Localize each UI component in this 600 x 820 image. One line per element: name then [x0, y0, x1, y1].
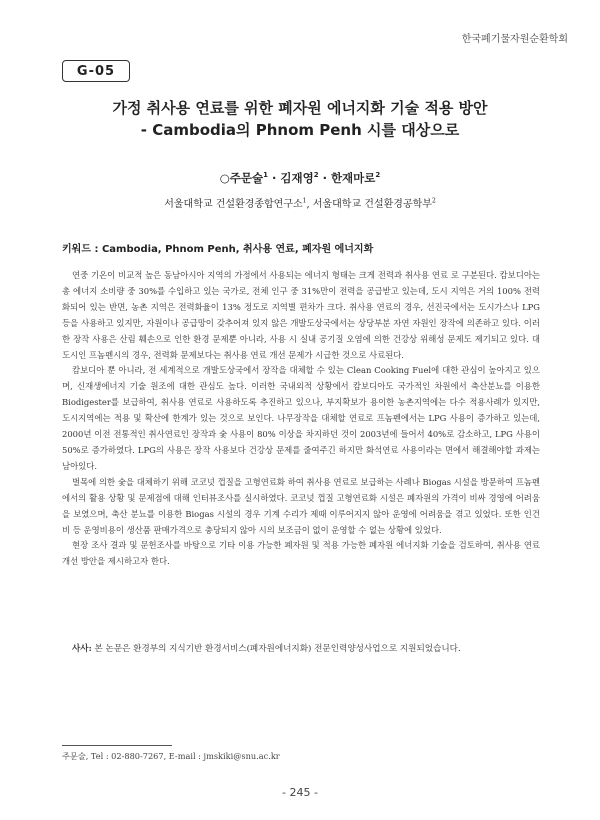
- paper-subtitle: - Cambodia의 Phnom Penh 시를 대상으로: [140, 121, 460, 139]
- affiliation-name: 서울대학교 건설환경공학부: [312, 199, 432, 210]
- keywords: 키워드 : Cambodia, Phnom Penh, 취사용 연료, 폐자원 에너지화: [62, 244, 374, 255]
- affiliation-list: [0, 195, 600, 210]
- acknowledgement-label: 사사:: [72, 644, 92, 654]
- paragraph: 현장 조사 결과 및 문헌조사를 바탕으로 기타 이용 가능한 폐자원 및 적용 가능한 폐자원 에너지화 기술을 검토하여, 취사용 연료 개선 방안을 제시하고자 한다.: [62, 540, 540, 567]
- acknowledgement-text: 본 논문은 환경부의 지식기반 환경서비스(폐자원에너지화) 전문인력양성사업으로 지원되었습니다.: [91, 644, 461, 654]
- paragraph: 캄보디아 뿐 아니라, 전 세계적으로 개발도상국에서 장작을 대체할 수 있는 Clean Cooking Fuel에 대한 관심이 높아지고 있으며, 신재생에너지 기술 원조에 대한 관심도 높다. 이러한 국내외적 상황에서 캄보디아도 국가적인 차원에서 축산분뇨를 이용한 Biodigester를 보급하여, 취사용 연료로 사용하도록 추진하고 있으나, 부지확보가 용이한 농촌지역에는 다수 적용사례가 있지만, 도시지역에는 적용 및 확산에 한계가 있는 것으로 보인다. 나무장작을 대체할 연료로 프놈펜에서는 LPG 사용이 증가하고 있는데, 2000년 이전 전통적인 취사연료인 장작과 숯 사용이 80% 이상을 차지하던 것이 2003년에 들어서 40%로 감소하고, LPG 사용이 50%로 증가하였다. LPG의 사용은 장작 사용보다 건강상 문제를 줄여주긴 하지만 화석연료 사용이라는 면에서 해결해야할 과제는 남아있다.: [62, 365, 540, 471]
- presenter-mark: ○: [219, 171, 230, 185]
- author-name: 한재마로: [330, 171, 376, 185]
- paragraph: 벌목에 의한 숯을 대체하기 위해 코코넛 껍질을 고형연료화 하여 취사용 연료로 보급하는 사례나 Biogas 시설을 방문하여 프놈펜에서의 활용 상황 및 문제점에 대해 인터뷰조사를 실시하였다. 코코넛 껍질 고형연료화 시설은 폐자원의 가격이 비싸 경영에 어려움을 보였으며, 축산 분뇨를 이용한 Biogas 시설의 경우 기계 수리가 제때 이루어지지 않아 운영에 어려움을 겪고 있었다. 또한 인건비 등 운영비용이 생산품 판매가격으로 충당되지 않아 시의 보조금이 없이 운영할 수 없는 상황에 있었다.: [62, 476, 540, 535]
- author-list: [0, 170, 600, 186]
- paper-title: 가정 취사용 연료를 위한 폐자원 에너지화 기술 적용 방안: [112, 99, 488, 117]
- affiliation-mark: 2: [375, 171, 381, 180]
- running-header: 한국폐기물자원순환학회: [461, 34, 568, 45]
- affiliation-mark: 1: [302, 197, 307, 205]
- page-number: - 245 -: [282, 786, 318, 799]
- affiliation-mark: 1: [263, 171, 268, 180]
- author-separator: ·: [267, 171, 281, 185]
- affiliation-name: 서울대학교 건설환경종합연구소: [164, 199, 303, 210]
- paper-code-badge: [62, 60, 130, 82]
- abstract-body: [62, 268, 540, 570]
- affiliation-mark: 2: [313, 171, 319, 180]
- affiliation-separator: ,: [306, 199, 313, 210]
- corresponding-author-footnote: 주문술, Tel : 02-880-7267, E-mail : jmskiki@snu.ac.kr: [62, 751, 280, 761]
- footnote-divider: [62, 745, 172, 746]
- author-separator: ·: [318, 171, 331, 185]
- acknowledgement: [62, 642, 540, 656]
- author-name: 김재영: [280, 171, 314, 185]
- paragraph: 연중 기온이 비교적 높은 동남아시아 지역의 가정에서 사용되는 에너지 형태는 크게 전력과 취사용 연료 로 구분된다. 캄보디아는 총 에너지 소비량 중 30%를 수입하고 있는 국가로, 전체 인구 중 31%만이 전력을 공급받고 있는데, 도시 지역은 거의 100% 전력화되어 있는 반면, 농촌 지역은 전력화율이 13% 정도로 지역별 편차가 크다. 취사용 연료의 경우, 선진국에서는 도시가스나 LPG 등을 사용하고 있지만, 자원이나 공급망이 갖추어져 있지 않은 개발도상국에서는 상당부분 자연 자원인 장작에 의존하고 있다. 이러한 장작 사용은 산림 훼손으로 인한 환경 문제뿐 아니라, 사용 시 실내 공기질 오염에 의한 건강상 위해성 문제도 제기되고 있다. 대도시인 프놈펜시의 경우, 전력화 문제보다는 취사용 연료 개선 문제가 시급한 것으로 사료된다.: [62, 270, 540, 360]
- affiliation-mark: 2: [431, 197, 436, 205]
- paper-code: G-05: [76, 63, 116, 79]
- author-name: 주문술: [229, 171, 264, 185]
